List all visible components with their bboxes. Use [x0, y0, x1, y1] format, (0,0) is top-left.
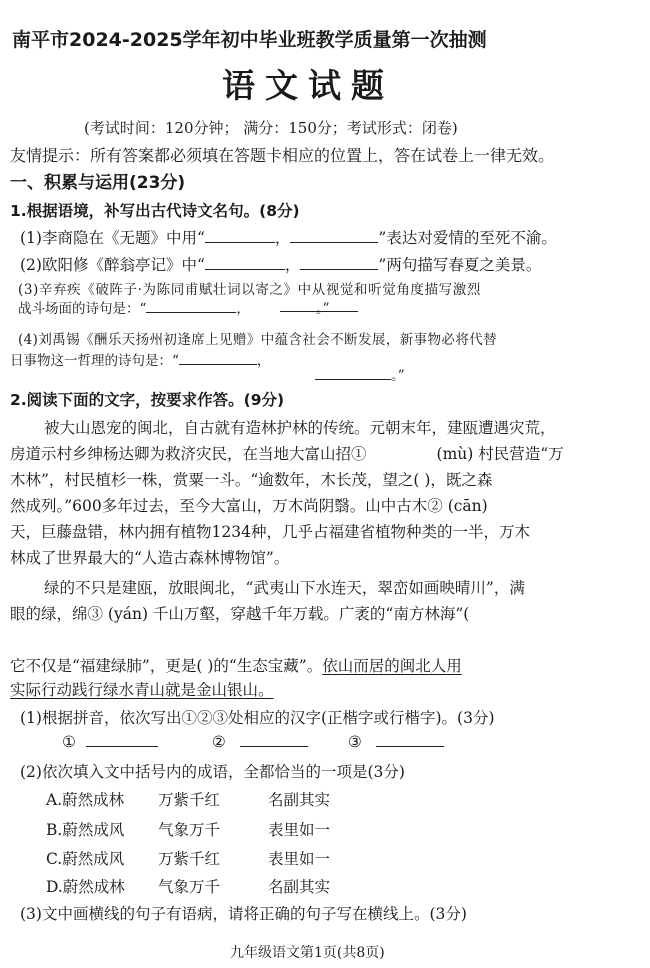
subquestion-2: (2)依次填入文中括号内的成语，全都恰当的一项是(3分) — [20, 763, 405, 781]
passage-line: 它不仅是“福建绿肺”，更是( )的“生态宝藏”。依山而居的闽北人用 — [10, 657, 462, 675]
page-footer: 九年级语文第1页(共8页) — [230, 945, 385, 961]
answer-blanks: ① ② ③ — [62, 732, 444, 752]
exam-info: (考试时间：120分钟； 满分：150分；考试形式：闭卷) — [84, 119, 458, 137]
q1-item-2: (2)欧阳修《醉翁亭记》中“ ， ”两句描写春夏之美景。 — [20, 256, 542, 274]
subquestion-1: (1)根据拼音，依次写出①②③处相应的汉字(正楷字或行楷字)。(3分) — [20, 709, 495, 727]
option-d: D.蔚然成林 气象万千 名副其实 — [46, 878, 331, 896]
q1-item-1: (1)李商隐在《无题》中用“ ， ”表达对爱情的至死不渝。 — [20, 229, 557, 247]
option-a: A.蔚然成林 万紫千红 名副其实 — [46, 791, 331, 809]
q1-item-4-line1: (4)刘禹锡《酬乐天扬州初逢席上见赠》中蕴含社会不断发展，新事物必将代替 — [18, 332, 498, 348]
passage-line: 房道示村乡绅杨达卿为救济灾民，在当地大富山招① (mù) 村民营造“万 — [10, 445, 564, 463]
question-heading: 2.阅读下面的文字，按要求作答。(9分) — [10, 391, 285, 409]
section-heading: 一、积累与运用(23分) — [10, 173, 186, 193]
page-title: 语文试题 — [222, 66, 394, 105]
option-b: B.蔚然成风 气象万千 表里如一 — [46, 821, 331, 839]
underlined-sentence-end: 实际行动践行绿水青山就是金山银山。 — [10, 681, 274, 699]
passage-line: 眼的绿，绵③ (yán) 千山万壑，穿越千年万载。广袤的“南方林海”( — [10, 605, 470, 623]
q1-item-3-line2: 战斗场面的诗句是：“ ， 。” — [18, 298, 330, 319]
passage-line: 被大山恩宠的闽北，自古就有造林护林的传统。元朝末年，建瓯遭遇灾荒， — [44, 419, 556, 437]
passage-line: 天，巨藤盘错，林内拥有植物1234种，几乎占福建省植物种类的一半，万木 — [10, 523, 530, 541]
q1-item-3-line1: (3)辛弃疾《破阵子·为陈同甫赋壮词以寄之》中从视觉和听觉角度描写激烈 — [18, 282, 481, 298]
subquestion-3: (3)文中画横线的句子有语病，请将正确的句子写在横线上。(3分) — [20, 905, 467, 923]
friendly-tip: 友情提示：所有答案都必须填在答题卡相应的位置上，答在试卷上一律无效。 — [10, 146, 555, 165]
passage-line: 然成列。”600多年过去，至今大富山，万木尚阴翳。山中古木② (cān) — [10, 497, 488, 515]
passage-line: 木林”，村民植杉一株，赏粟一斗。“逾数年，木长茂，望之( )，既之森 — [10, 471, 493, 489]
option-c: C.蔚然成风 万紫千红 表里如一 — [46, 850, 331, 868]
underlined-sentence-start: 依山而居的闽北人用 — [322, 657, 462, 675]
exam-header: 南平市2024-2025学年初中毕业班教学质量第一次抽测 — [12, 29, 487, 51]
q1-item-4-line2: 日事物这一哲理的诗句是：“ ， — [10, 350, 270, 371]
question-heading: 1.根据语境，补写出古代诗文名句。(8分) — [10, 202, 300, 220]
answer-blank-line — [280, 311, 358, 312]
passage-line: 林成了世界最大的“人造古森林博物馆”。 — [10, 549, 290, 567]
passage-line: 绿的不只是建瓯，放眼闽北，“武夷山下水连天，翠峦如画映晴川”，满 — [44, 579, 525, 597]
q1-item-4-line3: 。” — [315, 365, 405, 386]
